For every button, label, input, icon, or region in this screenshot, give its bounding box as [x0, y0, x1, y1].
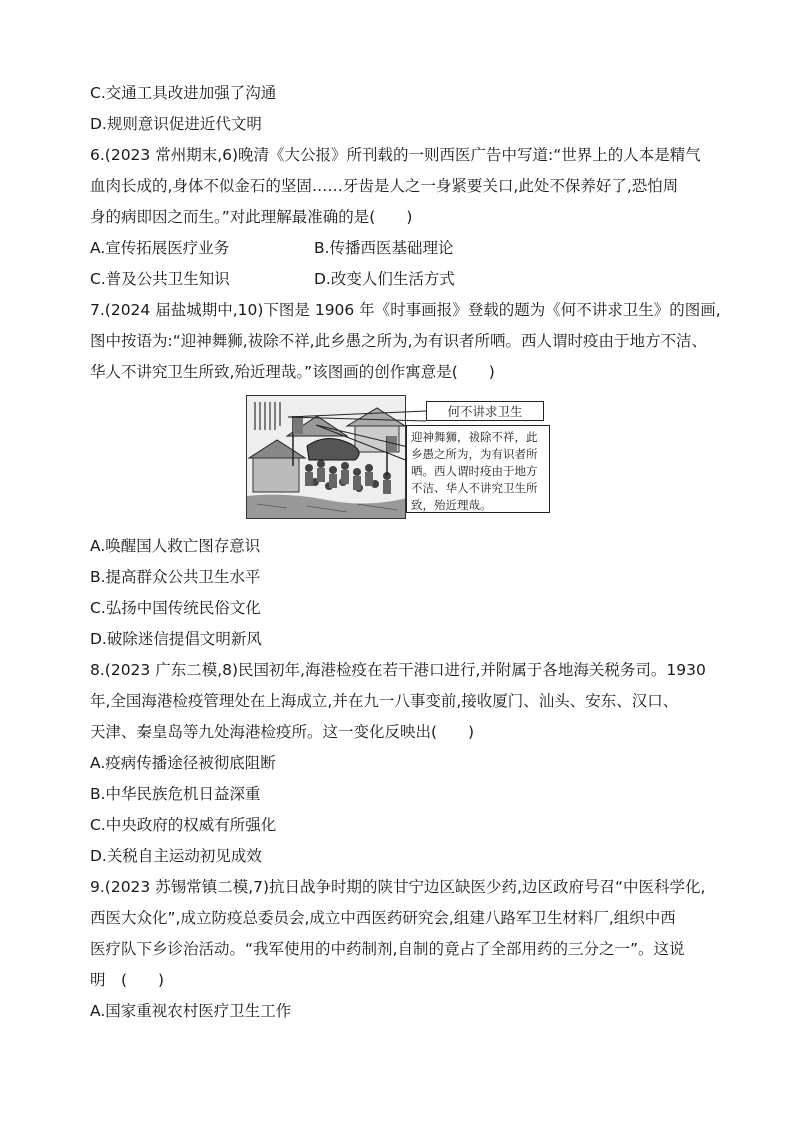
q9-stem-line: 医疗队下乡诊治活动。“我军使用的中药制剂,自制的竟占了全部用药的三分之一”。这说 — [90, 940, 685, 958]
q9-stem-line: 西医大众化”,成立防疫总委员会,成立中西医药研究会,组建八路军卫生材料厂,组织中西 — [90, 909, 676, 927]
q8-option-a: A.疫病传播途径被彻底阻断 — [90, 754, 276, 772]
q7-option-c: C.弘扬中国传统民俗文化 — [90, 599, 261, 617]
q8-stem-line: 年,全国海港检疫管理处在上海成立,并在九一八事变前,接收厦门、汕头、安东、汉口、 — [90, 692, 679, 710]
q9-stem-line: 9.(2023 苏锡常镇二模,7)抗日战争时期的陕甘宁边区缺医少药,边区政府号召“中医科学化, — [90, 878, 706, 896]
q7-option-a: A.唤醒国人救亡图存意识 — [90, 537, 261, 555]
q8-stem-line: 天津、秦皇岛等九处海港检疫所。这一变化反映出( ) — [90, 723, 475, 741]
q7-figure — [246, 395, 550, 519]
q6-option-a: A.宣传拓展医疗业务 — [90, 239, 230, 257]
figure-title: 何不讲求卫生 — [426, 401, 544, 421]
q7-option-d: D.破除迷信提倡文明新风 — [90, 630, 262, 648]
q6-stem-line: 血肉长成的,身体不似金石的坚固……牙齿是人之一身紧要关口,此处不保养好了,恐怕周 — [90, 177, 679, 195]
q7-stem-line: 7.(2024 届盐城期中,10)下图是 1906 年《时事画报》登载的题为《何不讲求卫生》的图画, — [90, 301, 721, 319]
q6-option-d: D.改变人们生活方式 — [314, 270, 455, 288]
q8-option-c: C.中央政府的权威有所强化 — [90, 816, 277, 834]
q8-option-d: D.关税自主运动初见成效 — [90, 847, 262, 865]
figure-caption: 迎神舞狮，祓除不祥，此乡愚之所为，为有识者所哂。西人谓时疫由于地方不洁、华人不讲究卫生所致，殆近理哉。 — [406, 425, 550, 513]
q9-stem-line: 明 ( ) — [90, 971, 165, 989]
q6-stem-line: 身的病即因之而生。”对此理解最准确的是( ) — [90, 208, 413, 226]
exam-page — [90, 78, 721, 1027]
q6-options-row — [90, 233, 712, 264]
q6-option-b: B.传播西医基础理论 — [314, 239, 454, 257]
q8-stem-line: 8.(2023 广东二模,8)民国初年,海港检疫在若干港口进行,并附属于各地海关税务司。1930 — [90, 661, 706, 679]
q6-options-row — [90, 264, 712, 295]
q6-option-c: C.普及公共卫生知识 — [90, 270, 230, 288]
q5-option-d: D.规则意识促进近代文明 — [90, 115, 262, 133]
q5-option-c: C.交通工具改进加强了沟通 — [90, 84, 277, 102]
q8-option-b: B.中华民族危机日益深重 — [90, 785, 261, 803]
q7-stem-line: 华人不讲究卫生所致,殆近理哉。”该图画的创作寓意是( ) — [90, 363, 495, 381]
q6-stem-line: 6.(2023 常州期末,6)晚清《大公报》所刊载的一则西医广告中写道:“世界上的人本是精气 — [90, 146, 701, 164]
q7-option-b: B.提高群众公共卫生水平 — [90, 568, 261, 586]
q7-stem-line: 图中按语为:“迎神舞狮,祓除不祥,此乡愚之所为,为有识者所哂。西人谓时疫由于地方不洁、 — [90, 332, 708, 350]
q9-option-a: A.国家重视农村医疗卫生工作 — [90, 1002, 292, 1020]
